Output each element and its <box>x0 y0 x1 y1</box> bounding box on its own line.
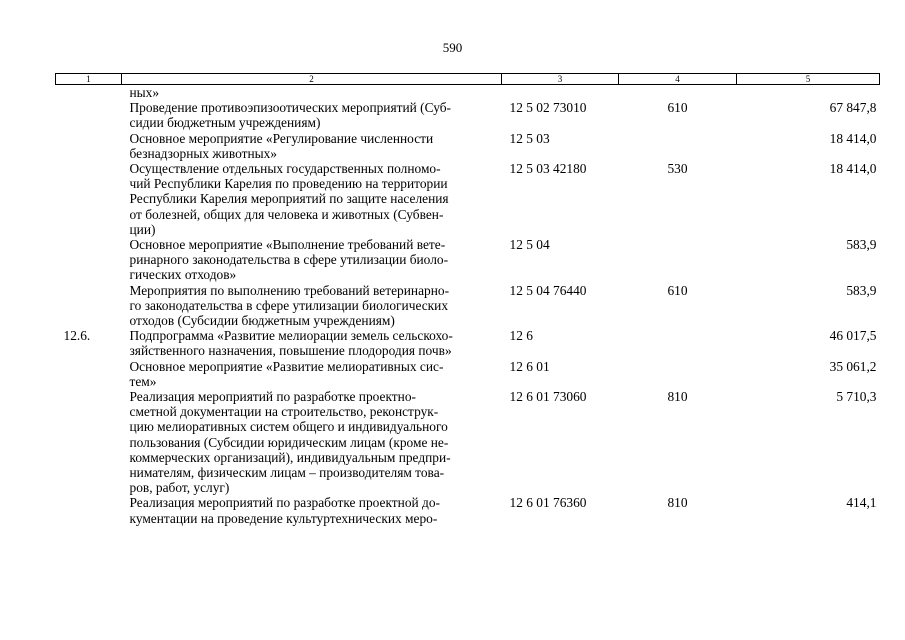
row-number <box>56 389 122 495</box>
row-classification-code <box>502 85 619 101</box>
description-line: Основное мероприятие «Регулирование численности <box>129 130 434 146</box>
description-line: ринарного законодательства в сфере утилизации биоло- <box>129 252 449 268</box>
description-line: Осуществление отдельных государственных полномо- <box>129 161 441 177</box>
description-line: го законодательства в сфере утилизации биологических <box>129 297 449 313</box>
row-number <box>56 495 122 525</box>
description-line: нимателям, физическим лицам – производителям това- <box>129 465 445 481</box>
row-amount: 18 414,0 <box>829 161 877 177</box>
row-description <box>122 328 502 358</box>
description-line: ции) <box>129 221 156 237</box>
row-description <box>122 100 502 130</box>
row-classification-code: 12 5 02 73010 <box>509 100 587 116</box>
row-number: 12.6. <box>63 328 91 344</box>
row-expense-type <box>619 237 737 283</box>
row-classification-code: 12 6 01 76360 <box>509 495 587 511</box>
row-expense-type <box>619 131 737 161</box>
table-body <box>56 85 880 526</box>
row-amount: 35 061,2 <box>829 358 877 374</box>
description-line: гических отходов» <box>129 267 237 283</box>
row-description <box>122 495 502 525</box>
budget-table <box>55 73 880 526</box>
row-number <box>56 100 122 130</box>
description-line: ров, работ, услуг) <box>129 480 230 496</box>
row-number <box>56 359 122 389</box>
row-expense-type <box>619 359 737 389</box>
column-header-2: 2 <box>122 74 502 85</box>
row-description <box>122 131 502 161</box>
description-line: безнадзорных животных» <box>129 145 277 161</box>
table-row <box>56 237 880 283</box>
row-number <box>56 283 122 329</box>
row-amount: 67 847,8 <box>829 100 877 116</box>
row-description <box>122 283 502 329</box>
description-line: Реализация мероприятий по разработке проектной до- <box>129 495 440 511</box>
row-expense-type: 610 <box>667 282 688 298</box>
table-row <box>56 131 880 161</box>
description-line: коммерческих организаций), индивидуальным предпри- <box>129 449 451 465</box>
row-number <box>56 131 122 161</box>
table-row <box>56 85 880 101</box>
table-row <box>56 161 880 237</box>
row-description <box>122 85 502 101</box>
description-line: Основное мероприятие «Развитие мелиоративных сис- <box>129 358 444 374</box>
row-expense-type: 810 <box>667 495 688 511</box>
row-amount: 5 710,3 <box>836 389 877 405</box>
row-classification-code: 12 5 04 76440 <box>509 282 587 298</box>
table-row <box>56 283 880 329</box>
page-number: 590 <box>442 40 463 55</box>
row-description <box>122 359 502 389</box>
table-row <box>56 495 880 525</box>
description-line: чий Республики Карелия по проведению на территории <box>129 176 448 192</box>
description-line: пользования (Субсидии юридическим лицам (кроме не- <box>129 434 449 450</box>
row-description <box>122 237 502 283</box>
row-expense-type <box>619 328 737 358</box>
row-classification-code: 12 5 03 <box>509 130 550 146</box>
row-amount: 414,1 <box>846 495 877 511</box>
description-line: кументации на проведение культуртехнических меро- <box>129 510 438 526</box>
row-description <box>122 161 502 237</box>
row-number <box>56 237 122 283</box>
column-header-5: 5 <box>737 74 880 85</box>
row-number <box>56 85 122 101</box>
table-row <box>56 389 880 495</box>
description-line: Мероприятия по выполнению требований ветеринарно- <box>129 282 450 298</box>
table-row <box>56 100 880 130</box>
row-expense-type: 610 <box>667 100 688 116</box>
row-classification-code: 12 5 03 42180 <box>509 161 587 177</box>
row-amount: 18 414,0 <box>829 130 877 146</box>
row-amount: 583,9 <box>846 237 877 253</box>
row-number <box>56 161 122 237</box>
row-expense-type <box>619 85 737 101</box>
row-amount <box>737 85 880 101</box>
row-classification-code: 12 6 01 73060 <box>509 389 587 405</box>
description-line: Подпрограмма «Развитие мелиорации земель сельскохо- <box>129 328 453 344</box>
row-classification-code: 12 6 <box>509 328 533 344</box>
description-line: тем» <box>129 373 157 389</box>
description-line: Проведение противоэпизоотических мероприятий (Суб- <box>129 100 452 116</box>
description-line: сидии бюджетным учреждениям) <box>129 115 321 131</box>
description-line: ных» <box>129 85 160 100</box>
description-line: сметной документации на строительство, реконструк- <box>129 404 439 420</box>
description-line: зяйственного назначения, повышение плодородия почв» <box>129 343 452 359</box>
row-classification-code: 12 6 01 <box>509 358 550 374</box>
row-expense-type: 810 <box>667 389 688 405</box>
row-description <box>122 389 502 495</box>
row-amount: 583,9 <box>846 282 877 298</box>
column-header-4: 4 <box>619 74 737 85</box>
description-line: Основное мероприятие «Выполнение требований вете- <box>129 237 446 253</box>
description-line: Республики Карелия мероприятий по защите населения <box>129 191 449 207</box>
header-row <box>56 74 880 85</box>
description-line: отходов (Субсидии бюджетным учреждениям) <box>129 313 395 329</box>
table-row <box>56 328 880 358</box>
row-amount: 46 017,5 <box>829 328 877 344</box>
row-expense-type: 530 <box>667 161 688 177</box>
description-line: Реализация мероприятий по разработке проектно- <box>129 389 416 405</box>
row-classification-code: 12 5 04 <box>509 237 550 253</box>
table-row <box>56 359 880 389</box>
column-header-1: 1 <box>56 74 122 85</box>
description-line: цию мелиоративных систем общего и индивидуального <box>129 419 448 435</box>
column-header-3: 3 <box>502 74 619 85</box>
description-line: от болезней, общих для человека и животных (Субвен- <box>129 206 444 222</box>
